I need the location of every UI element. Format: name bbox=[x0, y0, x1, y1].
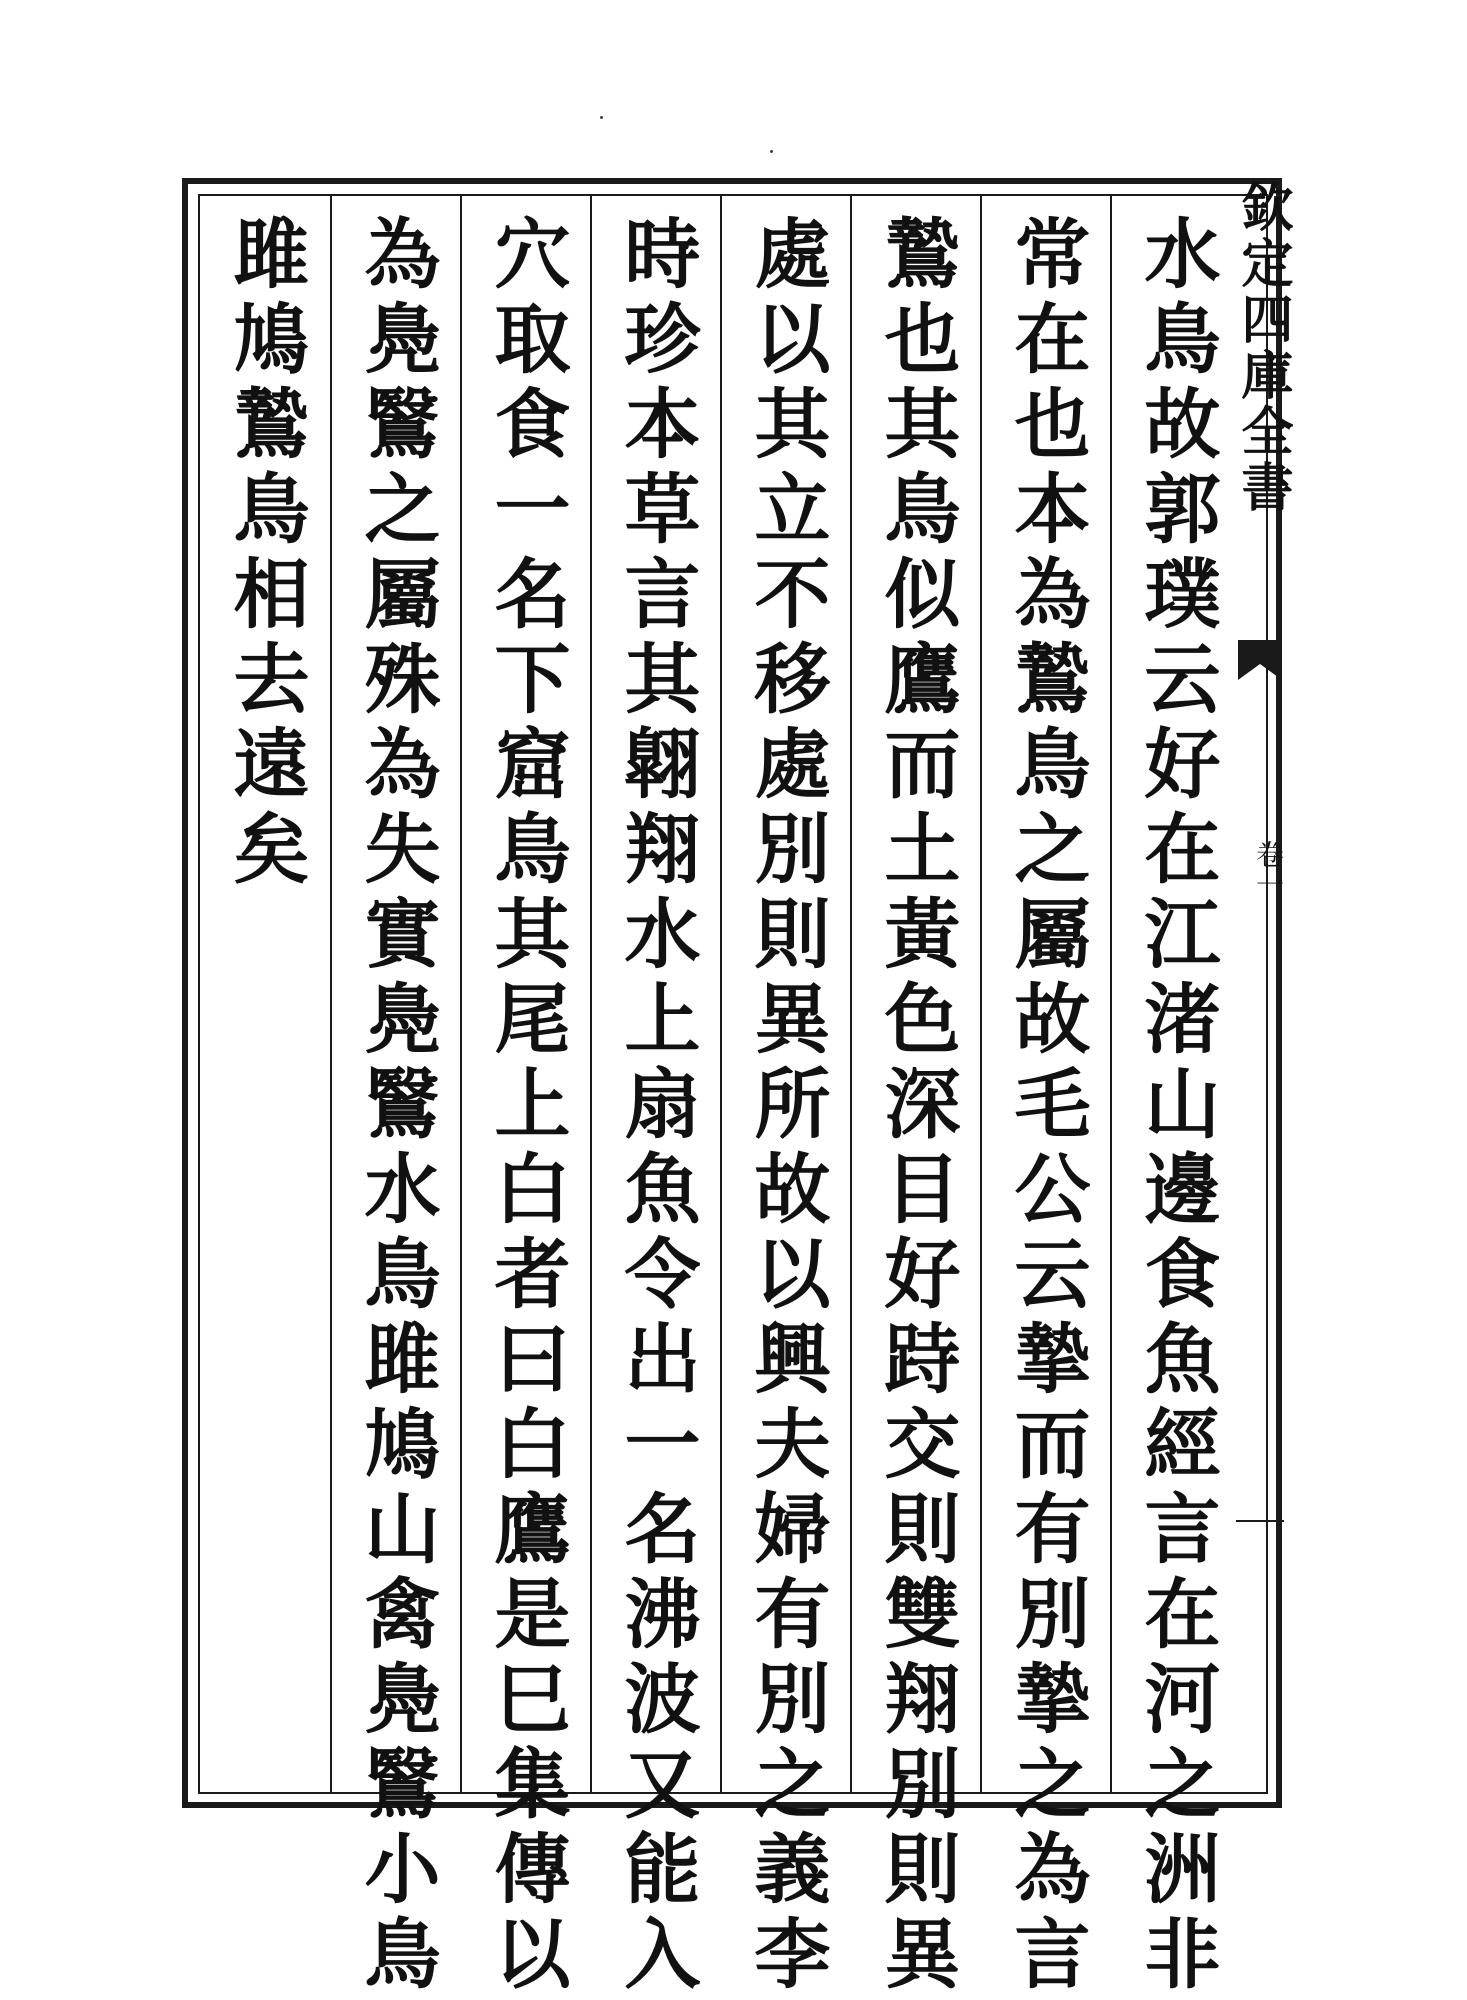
juan-label: 卷一 bbox=[1252, 840, 1285, 900]
text-column-2 bbox=[980, 196, 1110, 1999]
text-column-7 bbox=[330, 196, 460, 1999]
column-text: 雎鳩鷙鳥相去遠矣 bbox=[221, 214, 310, 894]
ink-speck bbox=[770, 150, 773, 153]
column-text: 穴取食一名下窟鳥其尾上白者曰白鷹是巳集傳以 bbox=[482, 214, 571, 1999]
column-text: 常在也本為鷙鳥之屬故毛公云摯而有別摯之為言 bbox=[1002, 214, 1091, 1999]
column-text: 水鳥故郭璞云好在江渚山邊食魚經言在河之洲非 bbox=[1132, 214, 1221, 1999]
column-text: 鷙也其鳥似鷹而土黃色深目好跱交則雙翔別則異 bbox=[872, 214, 961, 1999]
collection-title: 欽定四庫全書 bbox=[1232, 180, 1293, 516]
margin-divider bbox=[1236, 1520, 1284, 1522]
text-column-1 bbox=[1110, 196, 1240, 1999]
column-text: 時珍本草言其翺翔水上扇魚令出一名沸波又能入 bbox=[612, 214, 701, 1999]
text-column-5 bbox=[590, 196, 720, 1999]
text-column-3 bbox=[850, 196, 980, 1999]
ink-speck bbox=[600, 116, 603, 119]
text-column-8 bbox=[200, 196, 330, 1792]
text-block bbox=[200, 196, 1240, 1999]
column-text: 處以其立不移處別則異所故以興夫婦有別之義李 bbox=[742, 214, 831, 1999]
column-text: 為鳧鷖之屬殊為失實鳧鷖水鳥雎鳩山禽鳧鷖小鳥 bbox=[352, 214, 441, 1999]
text-column-4 bbox=[720, 196, 850, 1999]
text-column-6 bbox=[460, 196, 590, 1999]
